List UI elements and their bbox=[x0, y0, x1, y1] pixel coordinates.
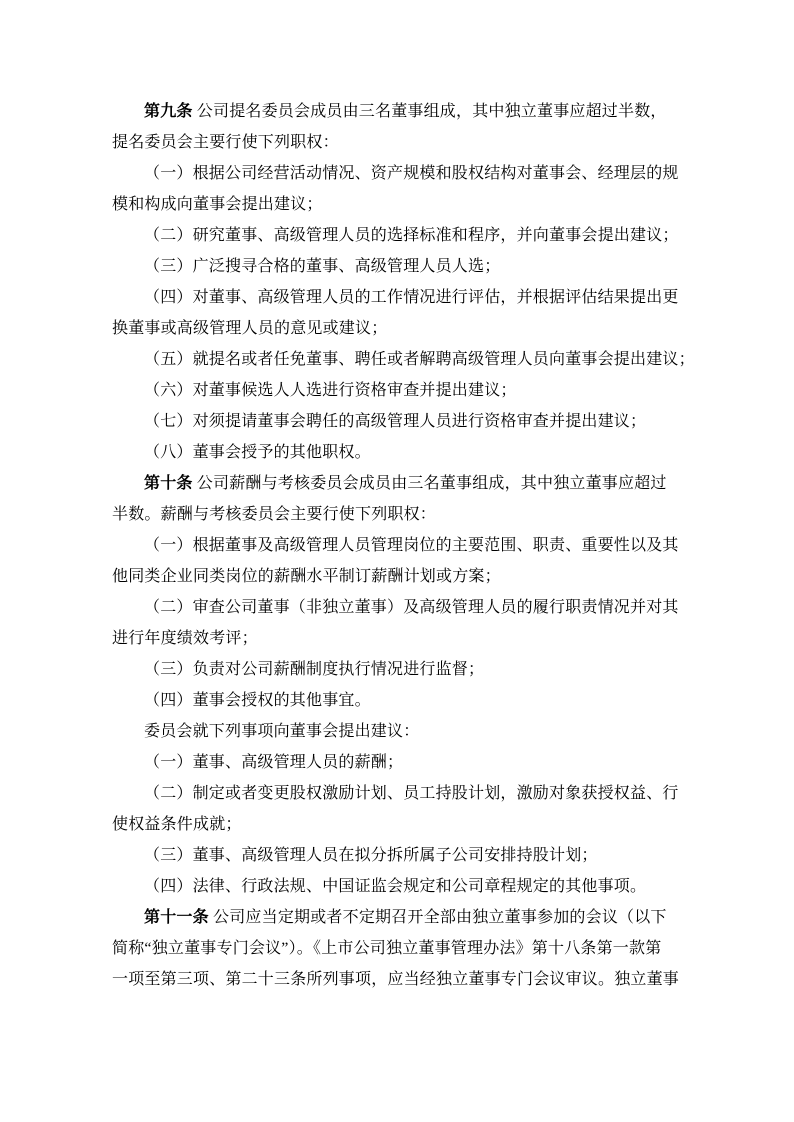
text-line: （八）董事会授予的其他职权。 bbox=[144, 444, 371, 461]
text-line: （五）就提名或者任免董事、聘任或者解聘高级管理人员向董事会提出建议； bbox=[144, 351, 695, 368]
paragraph bbox=[112, 840, 686, 871]
document-body bbox=[112, 96, 695, 995]
text-line: （三）负责对公司薪酬制度执行情况进行监督； bbox=[144, 661, 485, 678]
text-line: 第九条 公司提名委员会成员由三名董事组成，其中独立董事应超过半数， bbox=[144, 103, 667, 120]
text-line: 委员会就下列事项向董事会提出建议： bbox=[144, 723, 420, 740]
text-line: （三）董事、高级管理人员在拟分拆所属子公司安排持股计划； bbox=[144, 847, 598, 864]
paragraph bbox=[112, 685, 686, 716]
paragraph bbox=[112, 747, 686, 778]
text-line: 简称“独立董事专门会议”）。《上市公司独立董事管理办法》第十八条第一款第 bbox=[112, 940, 662, 957]
article-number: 第十一条 bbox=[144, 909, 209, 926]
text-line: 第十一条 公司应当定期或者不定期召开全部由独立董事参加的会议（以下 bbox=[144, 909, 667, 926]
text-line: 进行年度绩效考评； bbox=[112, 630, 258, 647]
text-line: （三）广泛搜寻合格的董事、高级管理人员人选； bbox=[144, 258, 501, 275]
text-line: 半数。薪酬与考核委员会主要行使下列职权： bbox=[112, 506, 437, 523]
article-number: 第九条 bbox=[144, 103, 193, 120]
paragraph bbox=[112, 592, 686, 654]
paragraph bbox=[112, 530, 686, 592]
text-line: （七）对须提请董事会聘任的高级管理人员进行资格审查并提出建议； bbox=[144, 413, 647, 430]
paragraph bbox=[112, 778, 686, 840]
text-line: 第十条 公司薪酬与考核委员会成员由三名董事组成，其中独立董事应超过 bbox=[144, 475, 667, 492]
paragraph bbox=[112, 437, 686, 468]
text-line: 一项至第三项、第二十三条所列事项，应当经独立董事专门会议审议。独立董事 bbox=[112, 971, 680, 988]
paragraph bbox=[112, 344, 695, 375]
paragraph bbox=[112, 902, 686, 995]
paragraph bbox=[112, 220, 686, 251]
text-line: 他同类企业同类岗位的薪酬水平制订薪酬计划或方案； bbox=[112, 568, 501, 585]
paragraph bbox=[112, 716, 686, 747]
paragraph bbox=[112, 406, 686, 437]
text-line: （二）审查公司董事（非独立董事）及高级管理人员的履行职责情况并对其 bbox=[144, 599, 679, 616]
text-line: 模和构成向董事会提出建议； bbox=[112, 196, 323, 213]
text-line: 提名委员会主要行使下列职权： bbox=[112, 134, 339, 151]
paragraph bbox=[112, 375, 686, 406]
paragraph bbox=[112, 251, 686, 282]
paragraph bbox=[112, 468, 686, 530]
text-line: （一）根据公司经营活动情况、资产规模和股权结构对董事会、经理层的规 bbox=[144, 165, 679, 182]
text-line: （一）董事、高级管理人员的薪酬； bbox=[144, 754, 404, 771]
text-line: （四）董事会授权的其他事宜。 bbox=[144, 692, 371, 709]
text-line: （四）法律、行政法规、中国证监会规定和公司章程规定的其他事项。 bbox=[144, 878, 647, 895]
paragraph bbox=[112, 654, 686, 685]
text-line: （二）研究董事、高级管理人员的选择标准和程序，并向董事会提出建议； bbox=[144, 227, 679, 244]
text-line: 使权益条件成就； bbox=[112, 816, 242, 833]
text-line: （六）对董事候选人人选进行资格审查并提出建议； bbox=[144, 382, 517, 399]
text-line: 换董事或高级管理人员的意见或建议； bbox=[112, 320, 388, 337]
paragraph bbox=[112, 282, 686, 344]
text-line: （四）对董事、高级管理人员的工作情况进行评估，并根据评估结果提出更 bbox=[144, 289, 679, 306]
text-line: （一）根据董事及高级管理人员管理岗位的主要范围、职责、重要性以及其 bbox=[144, 537, 679, 554]
paragraph bbox=[112, 158, 686, 220]
text-line: （二）制定或者变更股权激励计划、员工持股计划，激励对象获授权益、行 bbox=[144, 785, 679, 802]
paragraph bbox=[112, 871, 686, 902]
article-number: 第十条 bbox=[144, 475, 193, 492]
paragraph bbox=[112, 96, 686, 158]
